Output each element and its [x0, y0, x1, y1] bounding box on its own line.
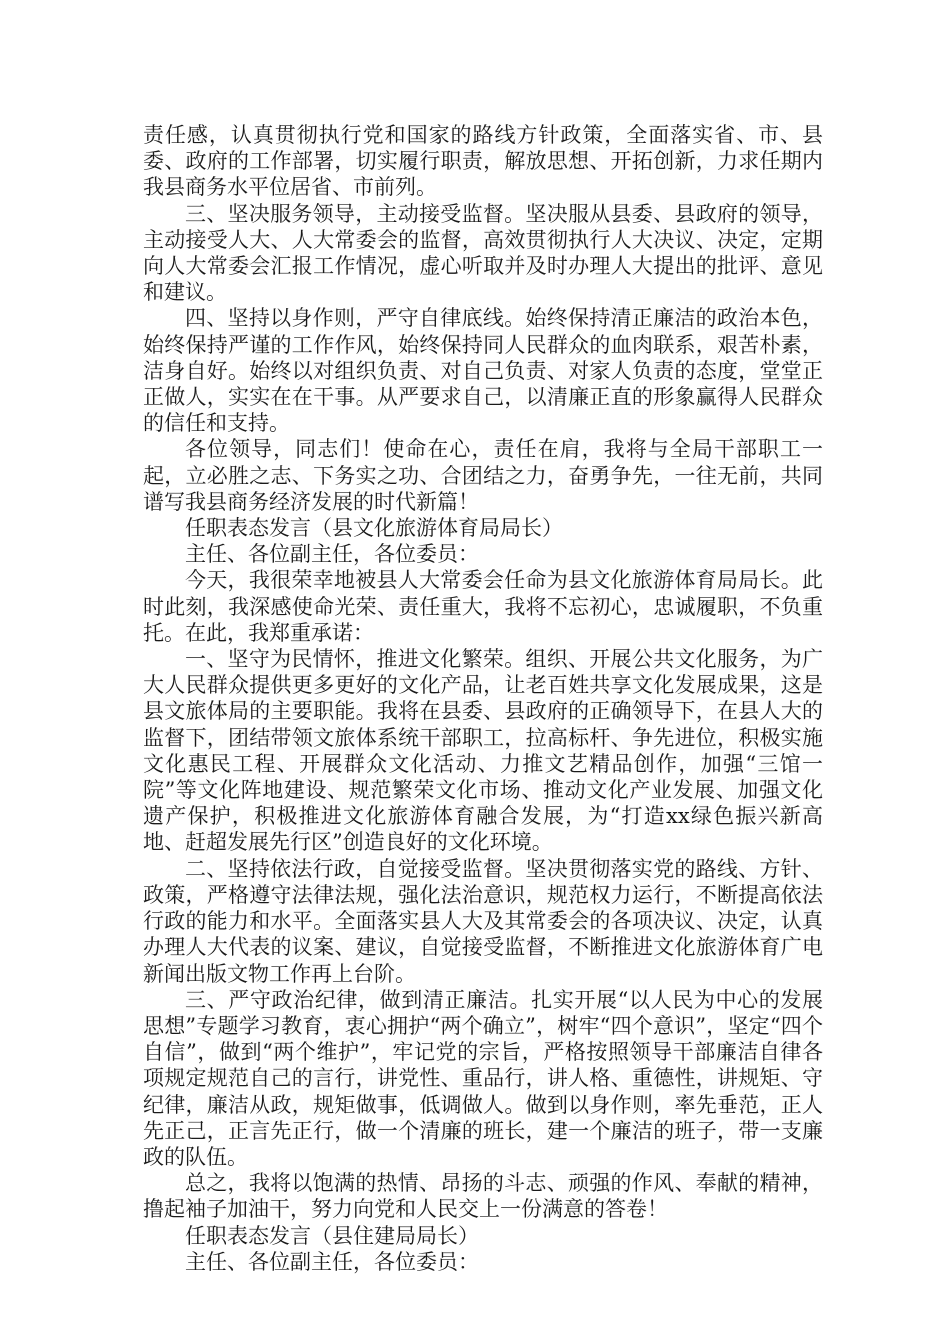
section-title-housing: 任职表态发言（县住建局局长） [185, 1223, 479, 1248]
paragraph-point-1: 一、坚守为民情怀，推进文化繁荣。组织、开展公共文化服务，为广大人民群众提供更多更好的文化产品，让老百姓共享文化发展成果，这是县文旅体局的主要职能。我将在县委、县政府的正确领导下，在县人大的监督下，团结带领文旅体系统干部职工，拉高标杆、争先进位，积极实施文化惠民工程、开展群众文化活动、力推文艺精品创作，加强“三馆一院”等文化阵地建设、规范繁荣文化市场、推动文化产业发展、加强文化遗产保护，积极推进文化旅游体育融合发展，为“打造xx绿色振兴新高地、赶超发展先行区”创造良好的文化环境。 [143, 647, 823, 855]
salutation: 主任、各位副主任，各位委员： [185, 542, 479, 567]
paragraph-intro: 今天，我很荣幸地被县人大常委会任命为县文化旅游体育局局长。此时此刻，我深感使命光荣、责任重大，我将不忘初心，忠诚履职，不负重托。在此，我郑重承诺： [143, 568, 823, 645]
document-body [143, 122, 823, 1275]
paragraph-commitment-4: 四、坚持以身作则，严守自律底线。始终保持清正廉洁的政治本色，始终保持严谨的工作作风，始终保持同人民群众的血肉联系，艰苦朴素，洁身自好。始终以对组织负责、对自己负责、对家人负责的态度，堂堂正正做人，实实在在干事。从严要求自己，以清廉正直的形象赢得人民群众的信任和支持。 [143, 306, 823, 436]
paragraph-point-3: 三、严守政治纪律，做到清正廉洁。扎实开展“以人民为中心的发展思想”专题学习教育，衷心拥护“两个确立”，树牢“四个意识”，坚定“四个自信”，做到“两个维护”，牢记党的宗旨，严格按照领导干部廉洁自律各项规定规范自己的言行，讲党性、重品行，讲人格、重德性，讲规矩、守纪律，廉洁从政，规矩做事，低调做人。做到以身作则，率先垂范，正人先正己，正言先正行，做一个清廉的班长，建一个廉洁的班子，带一支廉政的队伍。 [143, 987, 823, 1169]
paragraph-commitment-3: 三、坚决服务领导，主动接受监督。坚决服从县委、县政府的领导，主动接受人大、人大常委会的监督，高效贯彻执行人大决议、决定，定期向人大常委会汇报工作情况，虚心听取并及时办理人大提出的批评、意见和建议。 [143, 201, 823, 305]
paragraph-closing: 各位领导，同志们！使命在心，责任在肩，我将与全局干部职工一起，立必胜之志、下务实之功、合团结之力，奋勇争先，一往无前，共同谱写我县商务经济发展的时代新篇！ [143, 437, 823, 514]
section-title-culture-tourism: 任职表态发言（县文化旅游体育局局长） [185, 516, 563, 541]
paragraph-point-2: 二、坚持依法行政，自觉接受监督。坚决贯彻落实党的路线、方针、政策，严格遵守法律法规，强化法治意识，规范权力运行，不断提高依法行政的能力和水平。全面落实县人大及其常委会的各项决议、决定，认真办理人大代表的议案、建议，自觉接受监督，不断推进文化旅游体育广电新闻出版文物工作再上台阶。 [143, 856, 823, 986]
paragraph-summary: 总之，我将以饱满的热情、昂扬的斗志、顽强的作风、奉献的精神，撸起袖子加油干，努力向党和人民交上一份满意的答卷！ [143, 1171, 823, 1222]
paragraph-continuation: 责任感，认真贯彻执行党和国家的路线方针政策，全面落实省、市、县委、政府的工作部署，切实履行职责，解放思想、开拓创新，力求任期内我县商务水平位居省、市前列。 [143, 123, 823, 200]
salutation-2: 主任、各位副主任，各位委员： [185, 1249, 479, 1274]
